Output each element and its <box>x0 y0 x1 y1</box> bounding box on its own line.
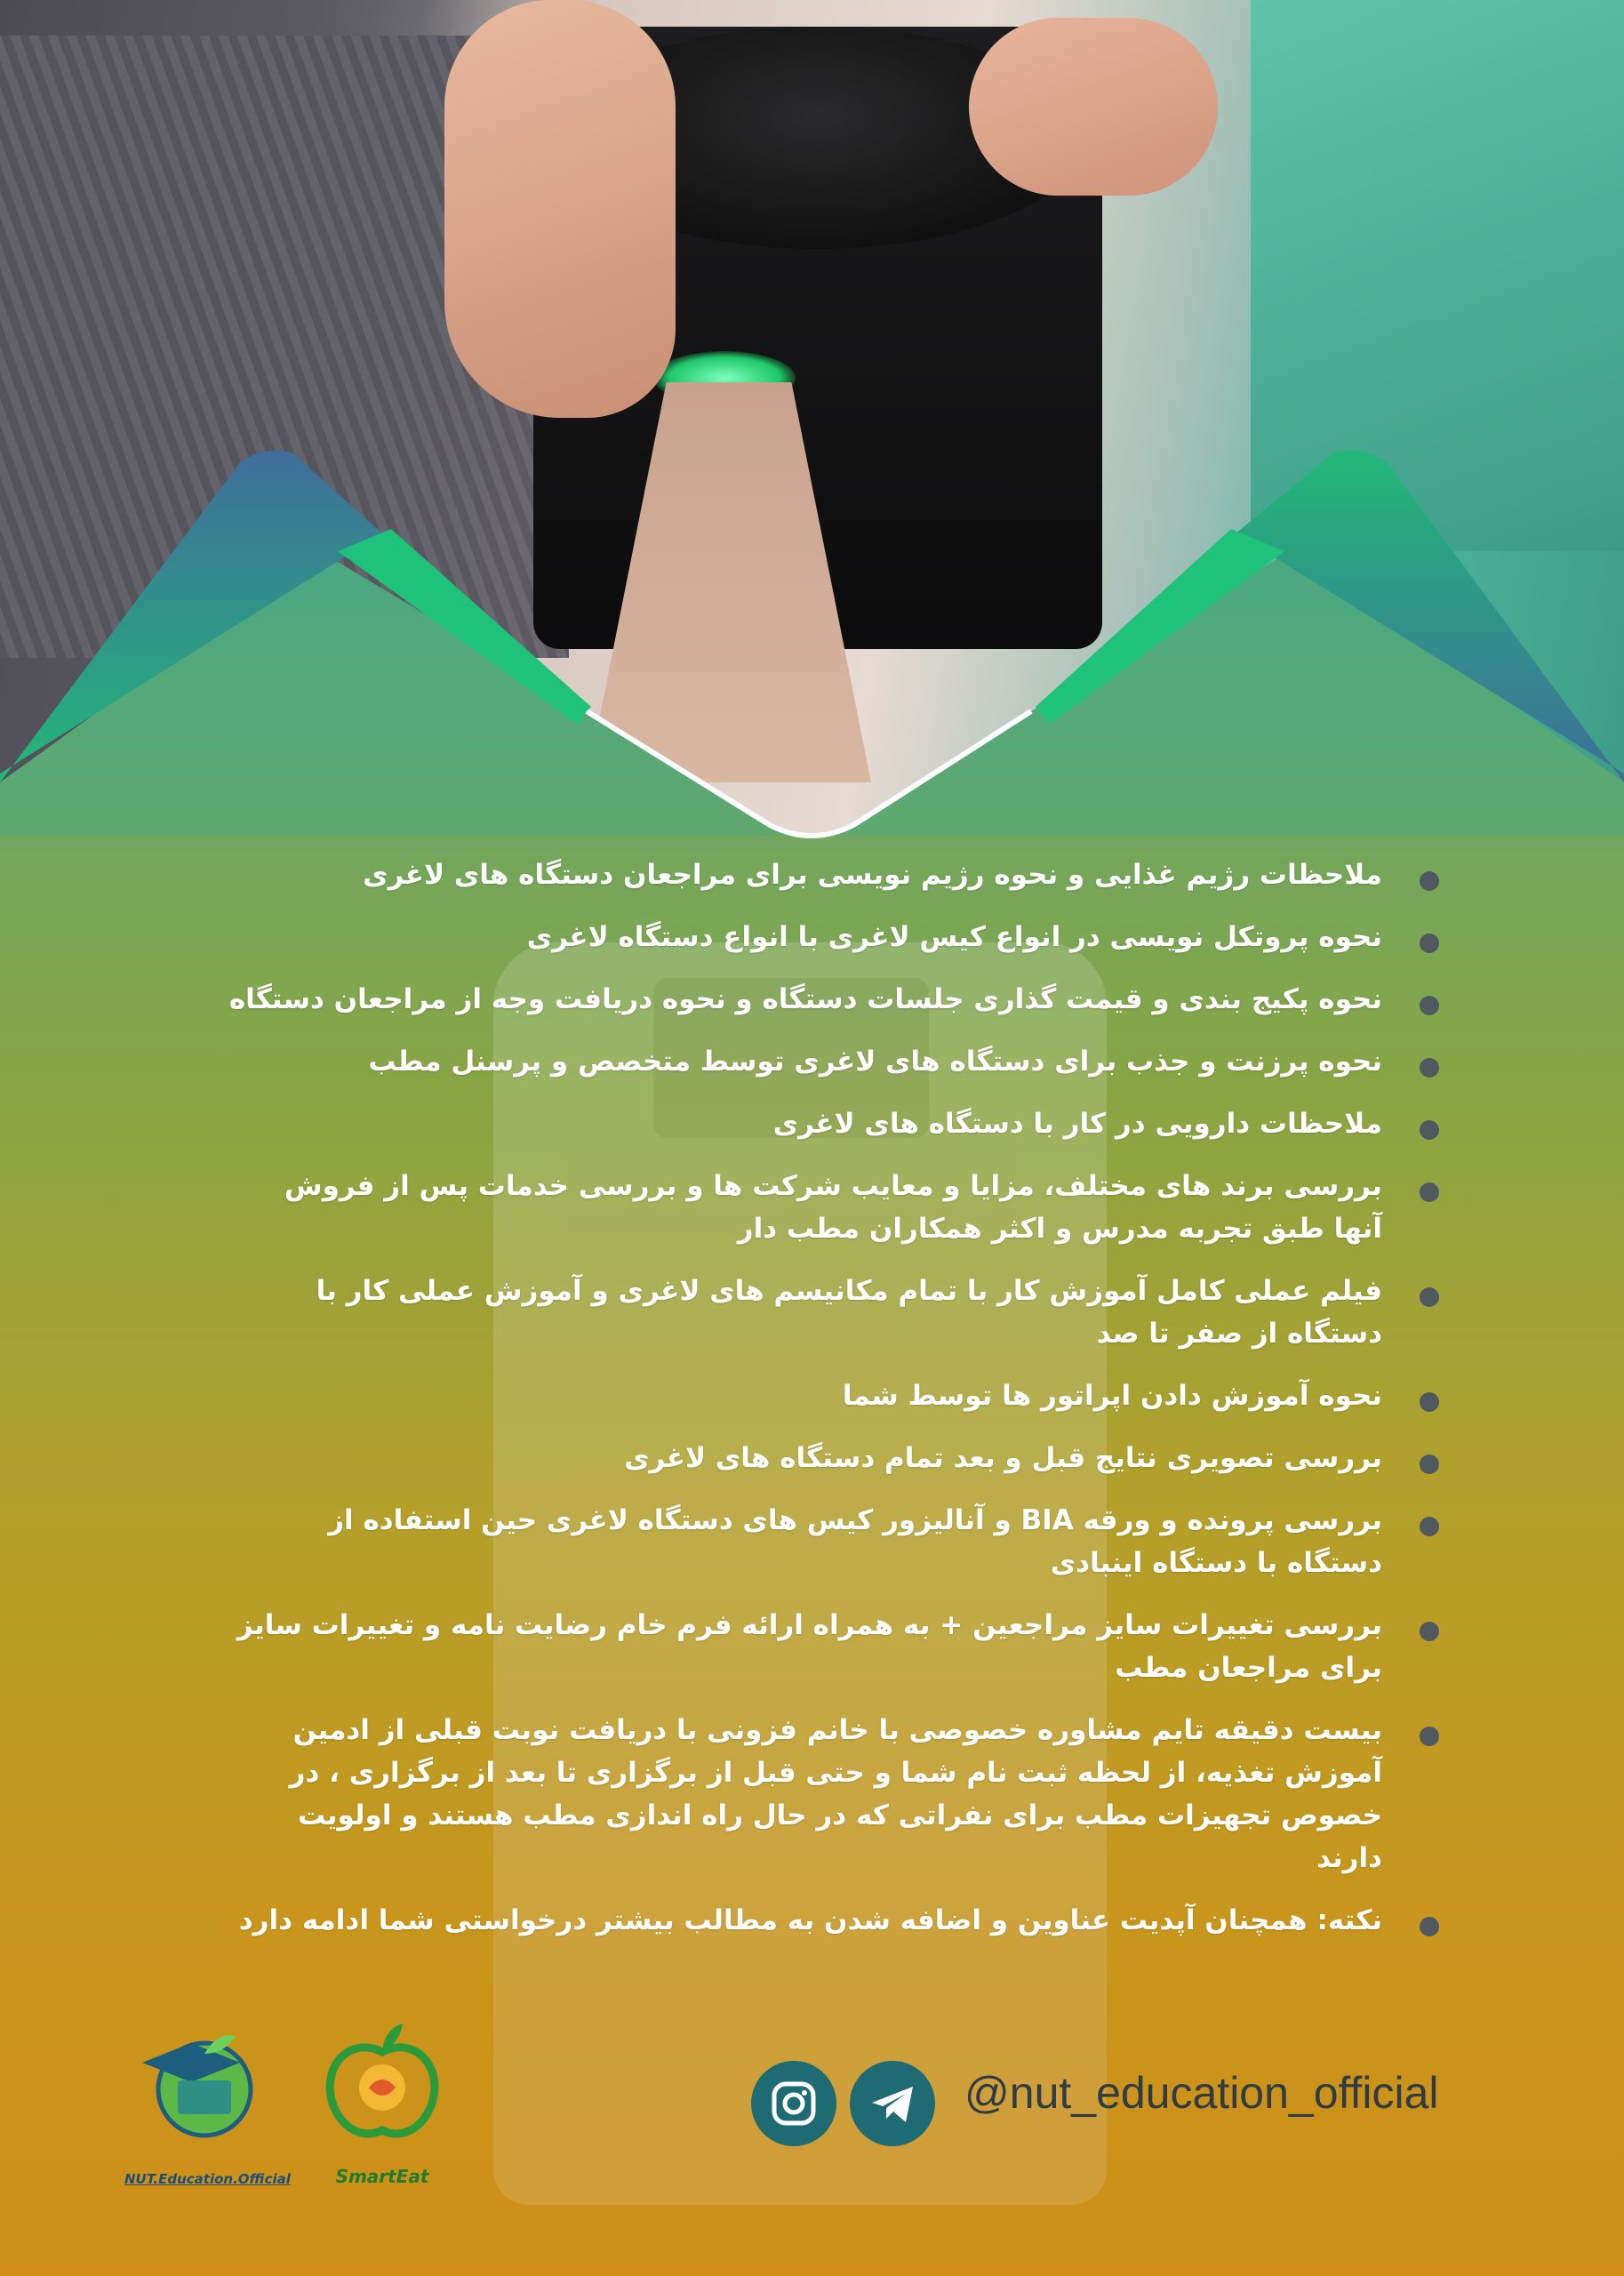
topic-item <box>228 1899 1437 1942</box>
bullet-icon <box>1420 1287 1439 1307</box>
bullet-icon <box>1420 1517 1439 1536</box>
topic-item <box>228 1374 1437 1417</box>
topic-item <box>228 1165 1437 1250</box>
topic-text: بررسی پرونده و ورقه BIA و آنالیزور کیس های دستگاه لاغری حین استفاده از دستگاه با دستگاه اینبادی <box>328 1504 1382 1579</box>
topic-text: فیلم عملی کامل آموزش کار با تمام مکانیسم های لاغری و آموزش عملی کار با دستگاه از صفر تا صد <box>316 1275 1382 1350</box>
telegram-glyph <box>867 2078 918 2129</box>
topic-text: بررسی تصویری نتایج قبل و بعد تمام دستگاه های لاغری <box>624 1442 1382 1474</box>
bullet-icon <box>1420 996 1439 1015</box>
smarteat-emblem <box>307 2018 458 2152</box>
social-handle[interactable]: @nut_education_official <box>964 2068 1439 2118</box>
topic-text: نحوه پروتکل نویسی در انواع کیس لاغری با انواع دستگاه لاغری <box>526 921 1382 953</box>
topic-item <box>228 854 1437 896</box>
bullet-icon <box>1420 1182 1439 1202</box>
bullet-icon <box>1420 1058 1439 1078</box>
bullet-icon <box>1420 1917 1439 1936</box>
course-topics-list <box>228 854 1437 1961</box>
bullet-icon <box>1420 1622 1439 1641</box>
telegram-icon[interactable] <box>850 2061 935 2146</box>
topic-text: بررسی تغییرات سایز مراجعین + به همراه ارائه فرم خام رضایت نامه و تغییرات سایز برای مراجعان مطب <box>236 1609 1382 1684</box>
topic-text: ملاحظات دارویی در کار با دستگاه های لاغری <box>772 1108 1382 1140</box>
bullet-icon <box>1420 871 1439 891</box>
bullet-icon <box>1420 1392 1439 1412</box>
bullet-icon <box>1420 1727 1439 1746</box>
topic-item <box>228 1709 1437 1879</box>
topic-text: نکته: همچنان آپدیت عناوین و اضافه شدن به مطالب بیشتر درخواستی شما ادامه دارد <box>238 1904 1382 1936</box>
logo-right-caption: SmartEat <box>335 2166 429 2187</box>
topic-text: بیست دقیقه تایم مشاوره خصوصی با خانم فزونی با دریافت نوبت قبلی از ادمین آموزش تغذیه، از لحظه ثبت نام شما و حتی قبل از برگزاری تا بعد از برگزاری ، در خصوص تجهیزات مطب برای نفراتی که در حال راه اندازی مطب هستند و اولویت دارند <box>289 1714 1382 1874</box>
smarteat-logo[interactable] <box>307 2018 458 2187</box>
instagram-icon[interactable] <box>751 2061 836 2146</box>
topic-item <box>228 1437 1437 1479</box>
topic-text: نحوه پرزنت و جذب برای دستگاه های لاغری توسط متخصص و پرسنل مطب <box>368 1046 1382 1078</box>
topic-text: بررسی برند های مختلف، مزایا و معایب شرکت ها و بررسی خدمات پس از فروش آنها طبق تجربه مدرس و اکثر همکاران مطب دار <box>284 1170 1382 1245</box>
topic-text: ملاحظات رژیم غذایی و نحوه رژیم نویسی برای مراجعان دستگاه های لاغری <box>363 859 1382 891</box>
topic-item <box>228 1102 1437 1145</box>
bullet-icon <box>1420 1120 1439 1140</box>
instagram-glyph <box>769 2079 819 2128</box>
topic-item <box>228 1604 1437 1689</box>
topic-item <box>228 1270 1437 1355</box>
topic-item <box>228 978 1437 1021</box>
topic-text: نحوه پکیج بندی و قیمت گذاری جلسات دستگاه و نحوه دریافت وجه از مراجعان دستگاه <box>228 983 1382 1015</box>
topic-item <box>228 1040 1437 1083</box>
nut-education-emblem <box>124 2018 276 2152</box>
logo-left-caption: NUT.Education.Official <box>124 2171 291 2187</box>
bullet-icon <box>1420 934 1439 953</box>
bullet-icon <box>1420 1455 1439 1474</box>
topic-item <box>228 1499 1437 1584</box>
topic-text: نحوه آموزش دادن اپراتور ها توسط شما <box>842 1380 1382 1412</box>
nut-education-logo[interactable] <box>124 2018 291 2187</box>
topic-item <box>228 916 1437 958</box>
